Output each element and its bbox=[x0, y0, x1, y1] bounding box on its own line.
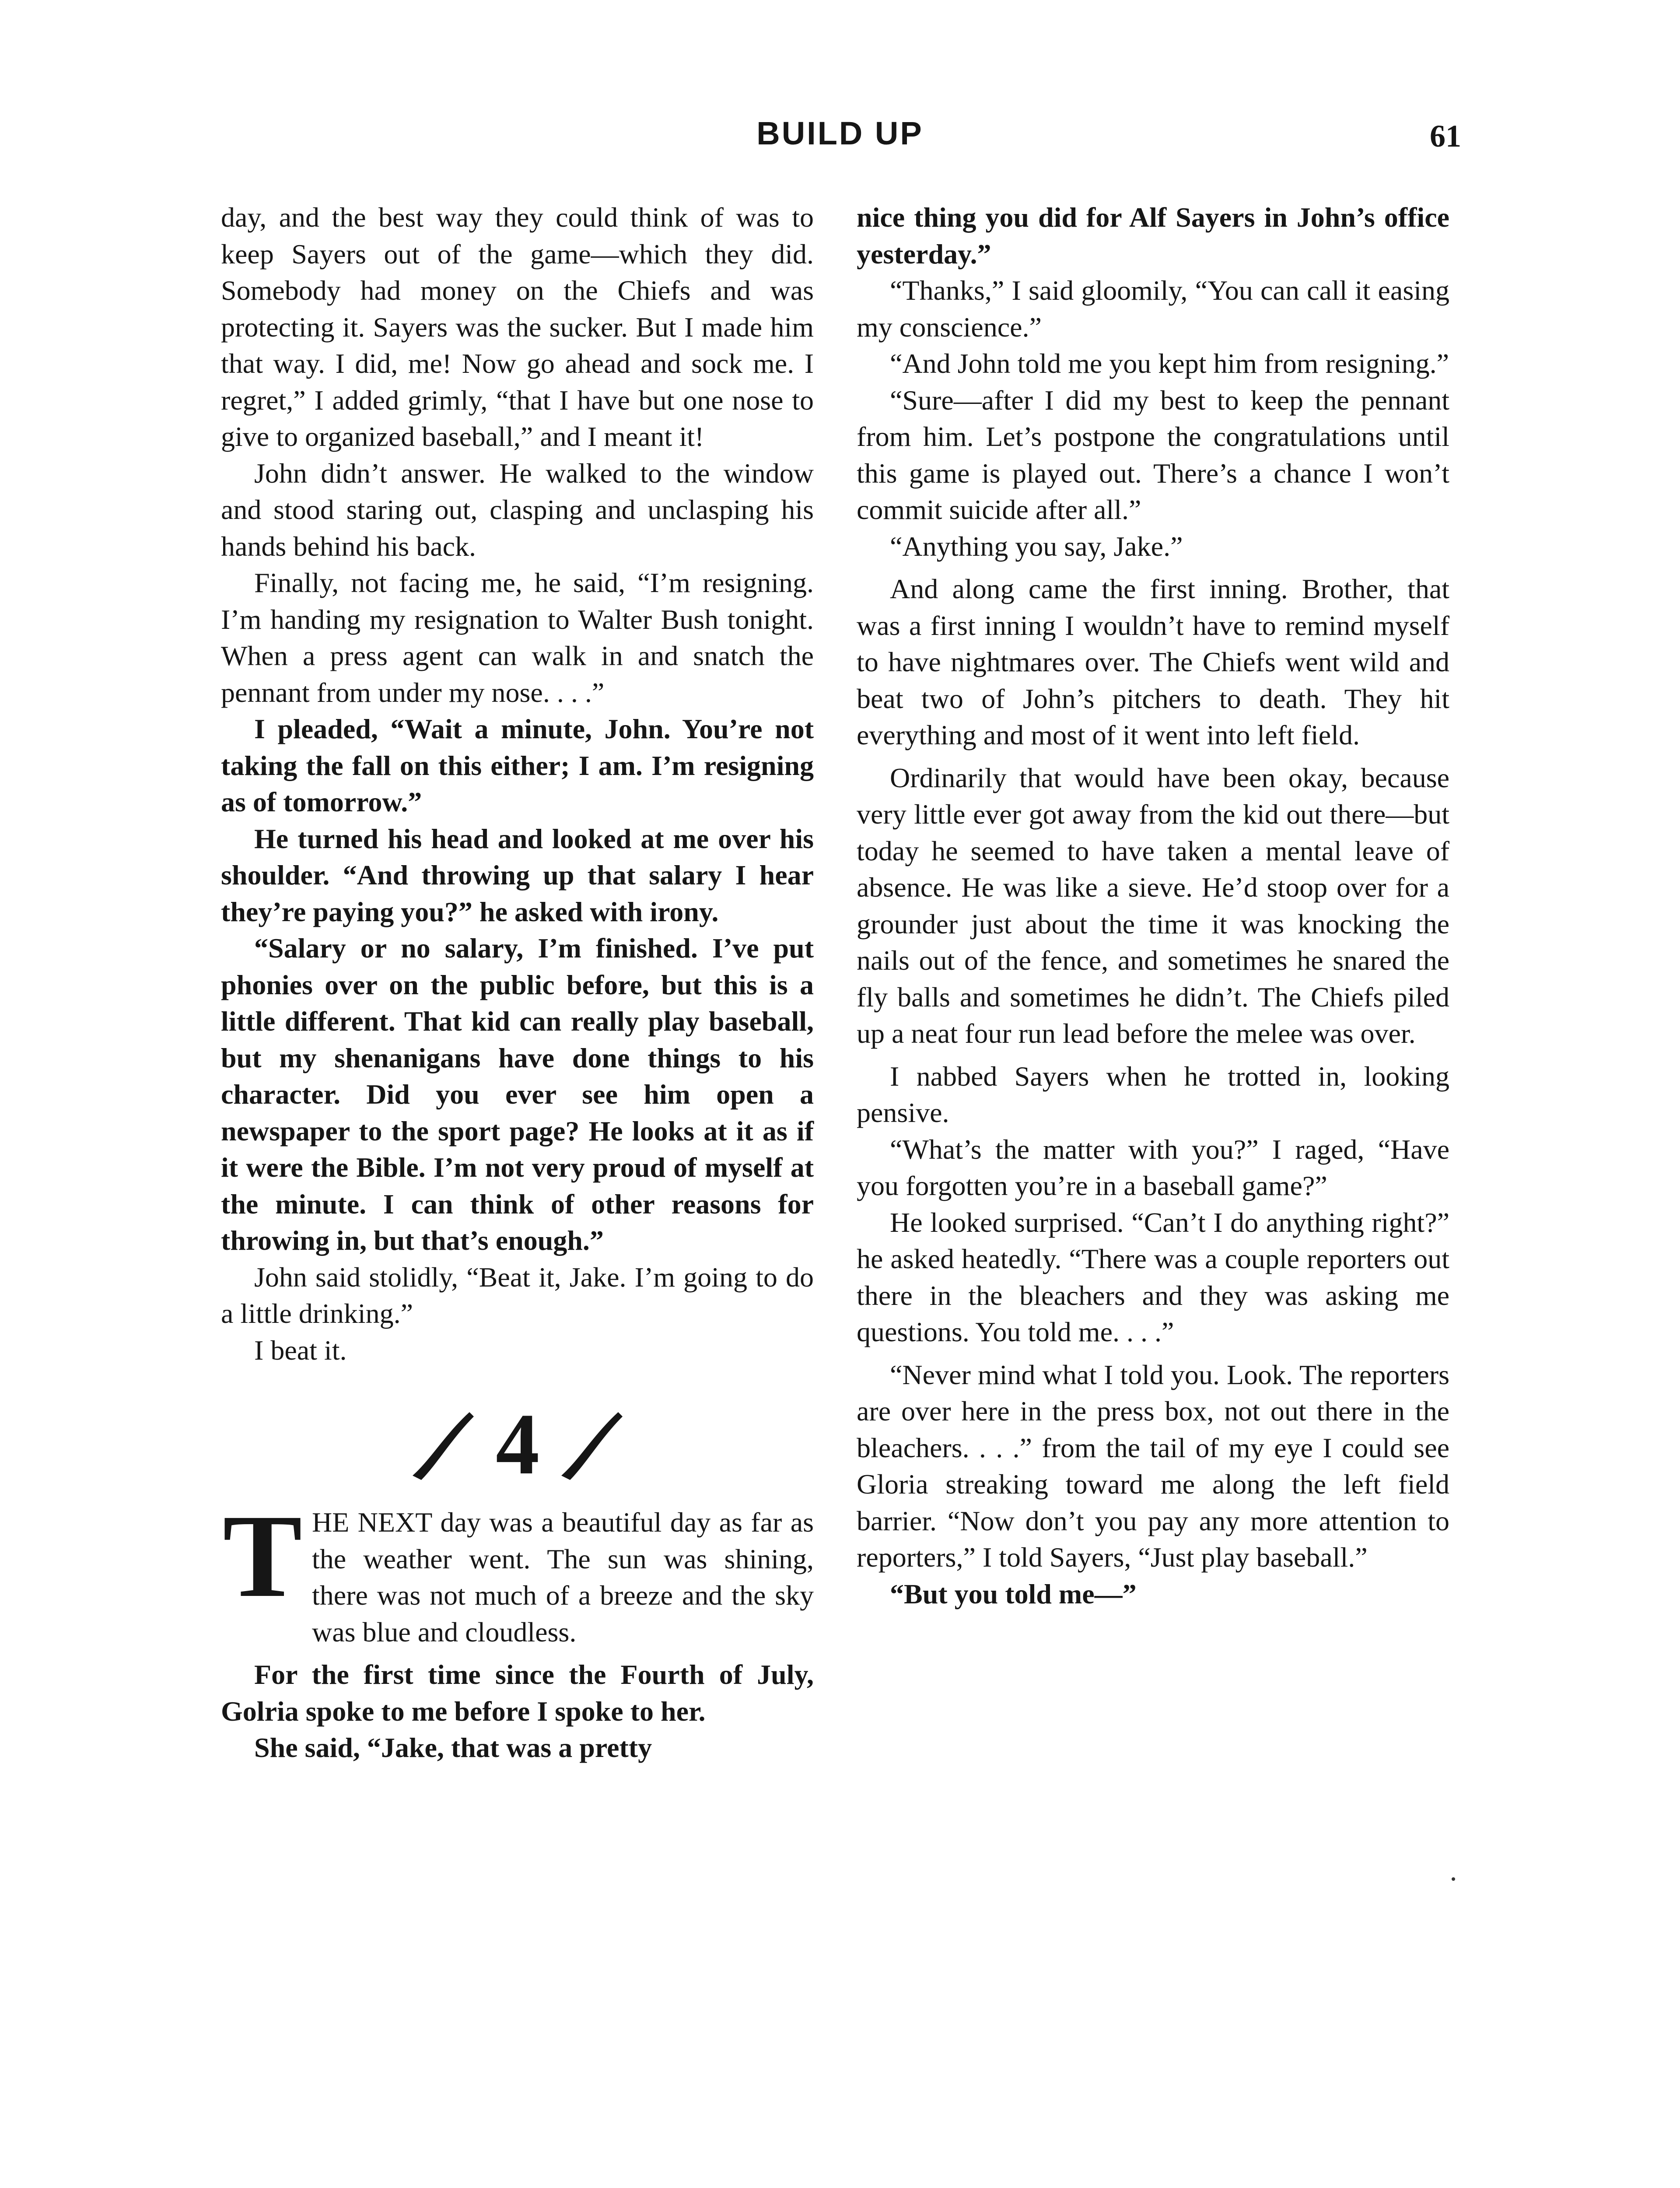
paragraph: I beat it. bbox=[254, 1334, 347, 1366]
right-column bbox=[857, 199, 1449, 1612]
paragraph: “What’s the matter with you?” I raged, “Have you forgotten you’re in a baseball game?” bbox=[857, 1133, 1449, 1201]
section-break-flourish-icon bbox=[404, 1395, 631, 1482]
paragraph: For the first time since the Fourth of July, Golria spoke to me before I spoke to her. bbox=[221, 1659, 814, 1727]
paragraph: “Thanks,” I said gloomily, “You can call it easing my conscience.” bbox=[857, 275, 1449, 343]
paragraph: “Never mind what I told you. Look. The reporters are over here in the press box, not out there in the bleachers. . . .” from the tail of my eye I could see Gloria streaking toward me along the left field barrier. “Now don’t you pay any more attention to reporters,” I told Sayers, “Just play baseball.” bbox=[857, 1359, 1449, 1573]
paragraph: Ordinarily that would have been okay, because very little ever got away from the kid out there—but today he seemed to have taken a mental leave of absence. He was like a sieve. He’d stoop over for a grounder just about the time it was knocking the nails out of the fence, and sometimes he snared the fly balls and sometimes he didn’t. The Chiefs piled up a neat four run lead before the melee was over. bbox=[857, 762, 1449, 1049]
paragraph: He turned his head and looked at me over his shoulder. “And throwing up that salary I hear they’re paying you?” he asked with irony. bbox=[221, 823, 814, 927]
section-break-ornament bbox=[221, 1386, 814, 1491]
section-opening-text: HE NEXT day was a beautiful day as far as the weather went. The sun was shining, there was not much of a breeze and the sky was blue and cloudless. bbox=[312, 1507, 814, 1648]
print-speck bbox=[1452, 1877, 1455, 1881]
paragraph: Finally, not facing me, he said, “I’m resigning. I’m handing my resignation to Walter Bush tonight. When a press agent can walk in and snatch the pennant from under my nose. . . .” bbox=[221, 567, 814, 708]
paragraph: “Salary or no salary, I’m finished. I’ve put phonies over on the public before, but this is a little different. That kid can really play baseball, but my shenanigans have done things to his character. Did you ever see him open a newspaper to the sport page? He looks at it as if it were the Bible. I’m not very proud of myself at the minute. I can think of other reasons for throwing in, but that’s enough.” bbox=[221, 933, 814, 1256]
paragraph: John didn’t answer. He walked to the window and stood staring out, clasping and unclasping his hands behind his back. bbox=[221, 457, 814, 562]
paragraph: She said, “Jake, that was a pretty bbox=[254, 1732, 652, 1763]
left-column bbox=[221, 199, 814, 1766]
section-number: 4 bbox=[495, 1396, 539, 1482]
paragraph: “Sure—after I did my best to keep the pennant from him. Let’s postpone the congratulations until this game is played out. There’s a chance I won’t commit suicide after all.” bbox=[857, 384, 1449, 525]
paragraph: I pleaded, “Wait a minute, John. You’re not taking the fall on this either; I am. I’m resigning as of tomorrow.” bbox=[221, 713, 814, 817]
running-header: BUILD UP bbox=[756, 115, 924, 151]
paragraph: He looked surprised. “Can’t I do anything right?” he asked heatedly. “There was a couple reporters out there in the bleachers and they was asking me questions. You told me. . . .” bbox=[857, 1206, 1449, 1347]
drop-cap: T bbox=[223, 1490, 302, 1622]
paragraph: “And John told me you kept him from resigning.” bbox=[890, 348, 1449, 379]
paragraph: “But you told me—” bbox=[890, 1578, 1137, 1609]
paragraph: “Anything you say, Jake.” bbox=[890, 530, 1183, 562]
paragraph: day, and the best way they could think of was to keep Sayers out of the game—which they did. Somebody had money on the Chiefs and was protecting it. Sayers was the sucker. But I made him that way. I did, me! Now go ahead and sock me. I regret,” I added grimly, “that I have but one nose to give to organized baseball,” and I meant it! bbox=[221, 202, 814, 452]
paragraph: nice thing you did for Alf Sayers in John’s office yesterday.” bbox=[857, 202, 1449, 270]
page-number: 61 bbox=[1430, 119, 1461, 154]
paragraph: And along came the first inning. Brother, that was a first inning I wouldn’t have to remind myself to have nightmares over. The Chiefs went wild and beat two of John’s pitchers to death. They hit everything and most of it went into left field. bbox=[857, 573, 1449, 750]
paragraph: John said stolidly, “Beat it, Jake. I’m going to do a little drinking.” bbox=[221, 1261, 814, 1329]
section-opening-paragraph bbox=[221, 1490, 814, 1650]
paragraph: I nabbed Sayers when he trotted in, looking pensive. bbox=[857, 1060, 1449, 1128]
